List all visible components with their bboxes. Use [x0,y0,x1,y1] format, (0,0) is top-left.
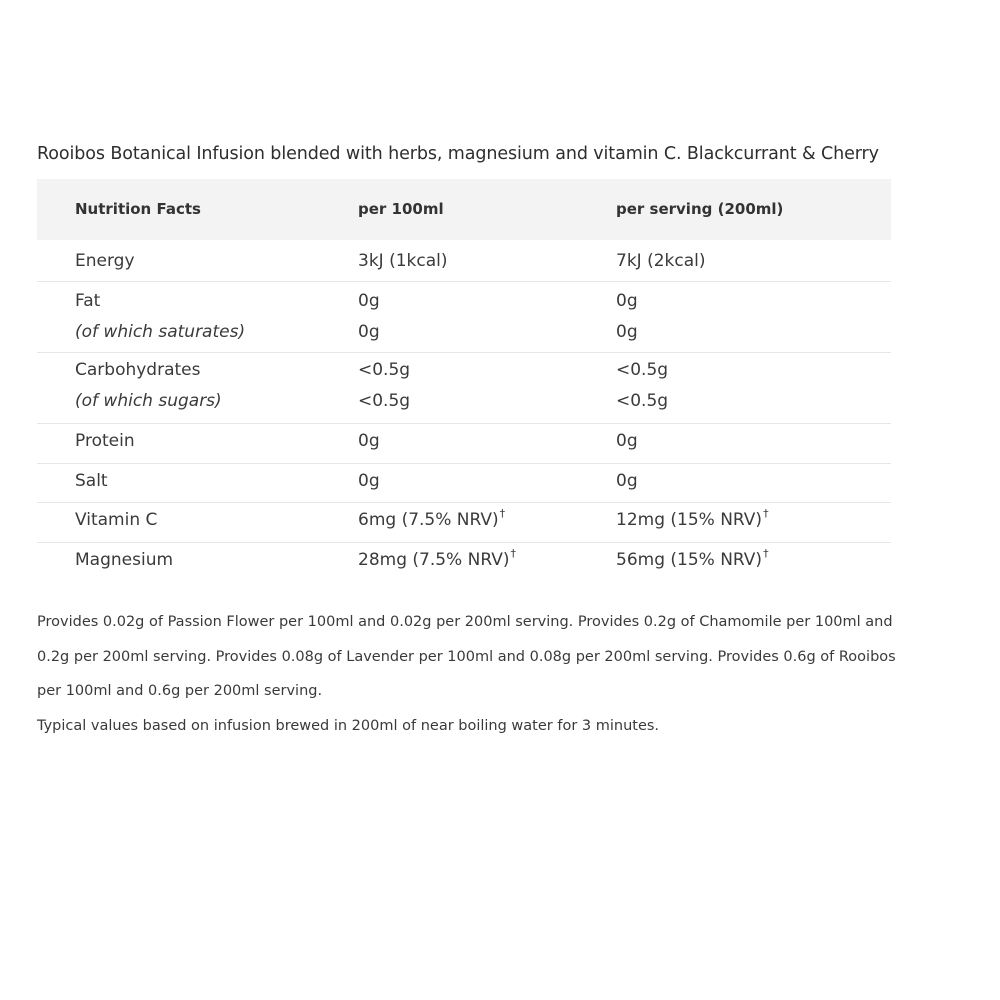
botanicals-note: Provides 0.02g of Passion Flower per 100ml and 0.02g per 200ml serving. Provides 0.2g of Chamomile per 100ml and 0.2g per 200ml serving. Provides 0.08g of Lavender per 100ml and 0.08g per 200ml serving. Provides 0.6g of Rooibos per 100ml and 0.6g per 200ml serving. [37,614,896,699]
value-per-serving: <0.5g [616,391,669,411]
header-per-100ml: per 100ml [358,200,444,218]
value-per-serving: 0g [616,291,638,311]
table-row-protein [37,424,891,464]
table-line [37,547,891,572]
table-line [37,291,891,313]
value-per-100ml: 0g [358,431,380,451]
product-title: Rooibos Botanical Infusion blended with herbs, magnesium and vitamin C. Blackcurrant & Cherry [37,144,879,164]
value-per-serving: <0.5g [616,360,669,380]
value-per-serving-cell [616,507,769,530]
table-line [37,471,891,493]
value-per-100ml: 6mg (7.5% NRV) [358,510,499,530]
nutrient-sublabel: (of which saturates) [75,322,246,342]
nutrient-label: Fat [75,291,101,311]
value-per-100ml-cell [358,507,506,530]
value-per-serving: 7kJ (2kcal) [616,251,706,271]
dagger-mark: † [763,507,769,520]
nutrition-table [37,179,891,582]
value-per-100ml: 0g [358,471,380,491]
header-nutrition-facts: Nutrition Facts [75,200,201,218]
nutrient-sublabel: (of which sugars) [75,391,222,411]
table-row-carbohydrates [37,353,891,424]
nutrient-label: Salt [75,471,108,491]
footnotes [37,605,917,737]
table-line [37,360,891,382]
table-line [37,251,891,273]
value-per-100ml: <0.5g [358,360,411,380]
table-line [37,322,891,344]
dagger-mark: † [763,547,769,560]
dagger-mark: † [499,507,506,520]
value-per-100ml-cell [358,547,516,570]
value-per-100ml: 3kJ (1kcal) [358,251,448,271]
value-per-serving: 0g [616,431,638,451]
table-line [37,391,891,413]
table-line [37,431,891,453]
dagger-mark: † [510,547,516,560]
nutrient-label: Magnesium [75,550,174,570]
nutrient-label: Carbohydrates [75,360,201,380]
value-per-serving: 56mg (15% NRV) [616,550,763,570]
typical-values-note: Typical values based on infusion brewed in 200ml of near boiling water for 3 minutes. [37,717,660,734]
value-per-serving: 0g [616,471,638,491]
table-row-magnesium [37,543,891,582]
value-per-100ml: <0.5g [358,391,411,411]
value-per-100ml: 28mg (7.5% NRV) [358,550,510,570]
value-per-serving-cell [616,547,769,570]
value-per-serving: 12mg (15% NRV) [616,510,763,530]
table-header-row [37,179,891,240]
table-line [37,507,891,532]
nutrient-label: Vitamin C [75,510,158,530]
value-per-serving: 0g [616,322,638,342]
table-row-energy [37,240,891,282]
table-row-salt [37,464,891,503]
nutrient-label: Protein [75,431,135,451]
header-per-serving: per serving (200ml) [616,200,784,218]
value-per-100ml: 0g [358,291,380,311]
table-row-vitamin-c [37,503,891,543]
nutrient-label: Energy [75,251,135,271]
value-per-100ml: 0g [358,322,380,342]
table-row-fat [37,282,891,353]
